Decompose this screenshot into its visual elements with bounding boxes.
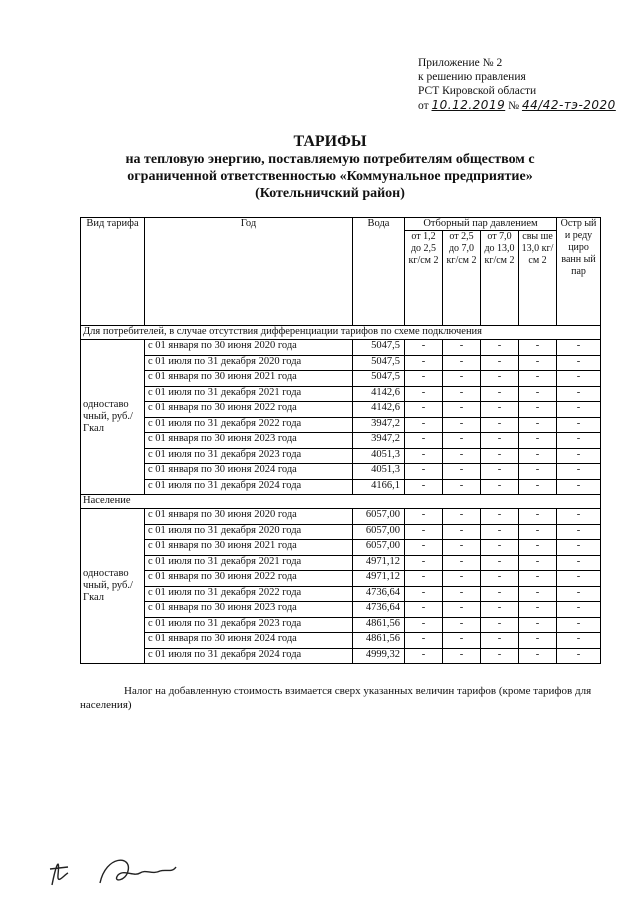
- steam-tariff-cell: -: [443, 386, 481, 402]
- steam-tariff-cell: -: [557, 524, 601, 540]
- steam-tariff-cell: -: [481, 417, 519, 433]
- table-row: [81, 540, 601, 556]
- steam-tariff-cell: -: [481, 433, 519, 449]
- header-reduced-steam: Остр ый и реду циро ванн ый пар: [557, 218, 601, 326]
- steam-tariff-cell: -: [481, 340, 519, 356]
- steam-tariff-cell: -: [519, 509, 557, 525]
- steam-tariff-cell: -: [443, 524, 481, 540]
- table-row: [81, 586, 601, 602]
- steam-tariff-cell: -: [405, 433, 443, 449]
- appendix-block: [418, 56, 616, 113]
- table-row: [81, 386, 601, 402]
- steam-tariff-cell: -: [443, 648, 481, 664]
- steam-tariff-cell: -: [443, 464, 481, 480]
- steam-tariff-cell: -: [443, 355, 481, 371]
- steam-tariff-cell: -: [481, 464, 519, 480]
- steam-tariff-cell: -: [519, 602, 557, 618]
- steam-tariff-cell: -: [519, 417, 557, 433]
- steam-tariff-cell: -: [519, 571, 557, 587]
- handwritten-signature-icon: [42, 845, 192, 895]
- period-cell: с 01 июля по 31 декабря 2022 года: [145, 586, 353, 602]
- appendix-from: от: [418, 100, 429, 112]
- section-title: Для потребителей, в случае отсутствия дифференциации тарифов по схеме подключения: [81, 326, 601, 340]
- period-cell: с 01 января по 30 июня 2023 года: [145, 433, 353, 449]
- steam-tariff-cell: -: [519, 371, 557, 387]
- steam-tariff-cell: -: [405, 371, 443, 387]
- appendix-date-line: [418, 98, 616, 113]
- table-row: [81, 479, 601, 495]
- steam-tariff-cell: -: [405, 571, 443, 587]
- steam-tariff-cell: -: [443, 555, 481, 571]
- table-row: [81, 509, 601, 525]
- steam-tariff-cell: -: [557, 464, 601, 480]
- period-cell: с 01 января по 30 июня 2021 года: [145, 540, 353, 556]
- water-tariff-cell: 4051,3: [353, 464, 405, 480]
- steam-tariff-cell: -: [519, 386, 557, 402]
- water-tariff-cell: 4861,56: [353, 617, 405, 633]
- tariff-kind: одноставо чный, руб./Гкал: [81, 509, 145, 664]
- period-cell: с 01 июля по 31 декабря 2024 года: [145, 479, 353, 495]
- water-tariff-cell: 4051,3: [353, 448, 405, 464]
- table-row: [81, 524, 601, 540]
- water-tariff-cell: 5047,5: [353, 371, 405, 387]
- steam-tariff-cell: -: [443, 509, 481, 525]
- steam-tariff-cell: -: [557, 402, 601, 418]
- water-tariff-cell: 3947,2: [353, 433, 405, 449]
- steam-tariff-cell: -: [557, 433, 601, 449]
- steam-tariff-cell: -: [557, 586, 601, 602]
- table-row: [81, 633, 601, 649]
- header-kind: Вид тарифа: [81, 218, 145, 326]
- steam-tariff-cell: -: [481, 648, 519, 664]
- steam-tariff-cell: -: [557, 540, 601, 556]
- steam-tariff-cell: -: [481, 571, 519, 587]
- steam-tariff-cell: -: [443, 617, 481, 633]
- steam-tariff-cell: -: [557, 617, 601, 633]
- water-tariff-cell: 6057,00: [353, 524, 405, 540]
- title-line2: ограниченной ответственностью «Коммунальное предприятие»: [127, 169, 533, 184]
- steam-tariff-cell: -: [519, 540, 557, 556]
- header-steam-1: от 1,2 до 2,5 кг/см 2: [405, 231, 443, 326]
- appendix-line3: РСТ Кировской области: [418, 85, 537, 97]
- steam-tariff-cell: -: [443, 540, 481, 556]
- table-row: [81, 340, 601, 356]
- table-row: [81, 355, 601, 371]
- period-cell: с 01 июля по 31 декабря 2023 года: [145, 448, 353, 464]
- steam-tariff-cell: -: [405, 355, 443, 371]
- table-row: [81, 648, 601, 664]
- steam-tariff-cell: -: [519, 448, 557, 464]
- steam-tariff-cell: -: [405, 509, 443, 525]
- tariff-kind: одноставо чный, руб./Гкал: [81, 340, 145, 495]
- steam-tariff-cell: -: [405, 540, 443, 556]
- steam-tariff-cell: -: [405, 633, 443, 649]
- table-row: [81, 433, 601, 449]
- steam-tariff-cell: -: [481, 448, 519, 464]
- steam-tariff-cell: -: [557, 571, 601, 587]
- steam-tariff-cell: -: [443, 602, 481, 618]
- period-cell: с 01 января по 30 июня 2022 года: [145, 571, 353, 587]
- header-steam: Отборный пар давлением: [405, 218, 557, 231]
- steam-tariff-cell: -: [405, 464, 443, 480]
- water-tariff-cell: 4142,6: [353, 402, 405, 418]
- steam-tariff-cell: -: [519, 648, 557, 664]
- header-year: Год: [145, 218, 353, 326]
- water-tariff-cell: 5047,5: [353, 340, 405, 356]
- table-row: [81, 417, 601, 433]
- steam-tariff-cell: -: [443, 633, 481, 649]
- steam-tariff-cell: -: [557, 355, 601, 371]
- steam-tariff-cell: -: [557, 340, 601, 356]
- period-cell: с 01 июля по 31 декабря 2020 года: [145, 524, 353, 540]
- water-tariff-cell: 3947,2: [353, 417, 405, 433]
- header-water: Вода: [353, 218, 405, 326]
- period-cell: с 01 января по 30 июня 2024 года: [145, 464, 353, 480]
- table-row: [81, 402, 601, 418]
- steam-tariff-cell: -: [557, 648, 601, 664]
- header-steam-4: свы ше 13,0 кг/см 2: [519, 231, 557, 326]
- steam-tariff-cell: -: [519, 433, 557, 449]
- steam-tariff-cell: -: [405, 448, 443, 464]
- steam-tariff-cell: -: [557, 448, 601, 464]
- title-line1: на тепловую энергию, поставляемую потребителям обществом с: [125, 152, 535, 167]
- steam-tariff-cell: -: [443, 371, 481, 387]
- steam-tariff-cell: -: [405, 417, 443, 433]
- tariff-table: [80, 217, 601, 664]
- steam-tariff-cell: -: [405, 586, 443, 602]
- steam-tariff-cell: -: [519, 555, 557, 571]
- steam-tariff-cell: -: [481, 602, 519, 618]
- steam-tariff-cell: -: [557, 386, 601, 402]
- steam-tariff-cell: -: [519, 464, 557, 480]
- period-cell: с 01 июля по 31 декабря 2021 года: [145, 386, 353, 402]
- period-cell: с 01 января по 30 июня 2020 года: [145, 509, 353, 525]
- period-cell: с 01 июля по 31 декабря 2021 года: [145, 555, 353, 571]
- steam-tariff-cell: -: [557, 479, 601, 495]
- document-title: [60, 133, 600, 202]
- header-steam-2: от 2,5 до 7,0 кг/см 2: [443, 231, 481, 326]
- appendix-line2: к решению правления: [418, 71, 526, 83]
- steam-tariff-cell: -: [481, 540, 519, 556]
- steam-tariff-cell: -: [481, 524, 519, 540]
- steam-tariff-cell: -: [519, 633, 557, 649]
- period-cell: с 01 июля по 31 декабря 2023 года: [145, 617, 353, 633]
- water-tariff-cell: 4142,6: [353, 386, 405, 402]
- water-tariff-cell: 4736,64: [353, 602, 405, 618]
- steam-tariff-cell: -: [519, 355, 557, 371]
- period-cell: с 01 января по 30 июня 2020 года: [145, 340, 353, 356]
- table-row: [81, 371, 601, 387]
- steam-tariff-cell: -: [443, 402, 481, 418]
- header-steam-3: от 7,0 до 13,0 кг/см 2: [481, 231, 519, 326]
- table-row: [81, 617, 601, 633]
- steam-tariff-cell: -: [443, 340, 481, 356]
- steam-tariff-cell: -: [557, 633, 601, 649]
- appendix-number: 44/42-тэ-2020: [521, 98, 616, 112]
- vat-note: Налог на добавленную стоимость взимается сверх указанных величин тарифов (кроме тарифов для населения): [80, 685, 592, 711]
- steam-tariff-cell: -: [557, 371, 601, 387]
- period-cell: с 01 января по 30 июня 2022 года: [145, 402, 353, 418]
- steam-tariff-cell: -: [519, 524, 557, 540]
- steam-tariff-cell: -: [443, 448, 481, 464]
- steam-tariff-cell: -: [481, 633, 519, 649]
- steam-tariff-cell: -: [443, 571, 481, 587]
- steam-tariff-cell: -: [481, 386, 519, 402]
- steam-tariff-cell: -: [481, 617, 519, 633]
- water-tariff-cell: 6057,00: [353, 509, 405, 525]
- steam-tariff-cell: -: [557, 602, 601, 618]
- steam-tariff-cell: -: [405, 524, 443, 540]
- table-row: [81, 571, 601, 587]
- water-tariff-cell: 4861,56: [353, 633, 405, 649]
- water-tariff-cell: 4971,12: [353, 555, 405, 571]
- water-tariff-cell: 4166,1: [353, 479, 405, 495]
- steam-tariff-cell: -: [405, 386, 443, 402]
- steam-tariff-cell: -: [405, 340, 443, 356]
- steam-tariff-cell: -: [519, 340, 557, 356]
- period-cell: с 01 июля по 31 декабря 2022 года: [145, 417, 353, 433]
- period-cell: с 01 июля по 31 декабря 2020 года: [145, 355, 353, 371]
- water-tariff-cell: 6057,00: [353, 540, 405, 556]
- table-row: [81, 448, 601, 464]
- water-tariff-cell: 4971,12: [353, 571, 405, 587]
- period-cell: с 01 января по 30 июня 2023 года: [145, 602, 353, 618]
- steam-tariff-cell: -: [405, 479, 443, 495]
- steam-tariff-cell: -: [443, 479, 481, 495]
- section-title: Население: [81, 495, 601, 509]
- steam-tariff-cell: -: [481, 555, 519, 571]
- steam-tariff-cell: -: [481, 479, 519, 495]
- steam-tariff-cell: -: [481, 371, 519, 387]
- steam-tariff-cell: -: [481, 509, 519, 525]
- steam-tariff-cell: -: [519, 479, 557, 495]
- table-row: [81, 602, 601, 618]
- steam-tariff-cell: -: [405, 555, 443, 571]
- water-tariff-cell: 4999,32: [353, 648, 405, 664]
- appendix-num-sign: №: [508, 100, 520, 112]
- appendix-date: 10.12.2019: [431, 98, 506, 112]
- steam-tariff-cell: -: [443, 586, 481, 602]
- steam-tariff-cell: -: [481, 402, 519, 418]
- steam-tariff-cell: -: [519, 586, 557, 602]
- steam-tariff-cell: -: [443, 417, 481, 433]
- steam-tariff-cell: -: [557, 417, 601, 433]
- steam-tariff-cell: -: [405, 648, 443, 664]
- title-line3: (Котельничский район): [255, 186, 405, 201]
- steam-tariff-cell: -: [557, 555, 601, 571]
- steam-tariff-cell: -: [519, 617, 557, 633]
- period-cell: с 01 января по 30 июня 2024 года: [145, 633, 353, 649]
- appendix-line1: Приложение № 2: [418, 57, 503, 69]
- steam-tariff-cell: -: [405, 617, 443, 633]
- steam-tariff-cell: -: [405, 602, 443, 618]
- table-row: [81, 464, 601, 480]
- period-cell: с 01 января по 30 июня 2021 года: [145, 371, 353, 387]
- water-tariff-cell: 4736,64: [353, 586, 405, 602]
- period-cell: с 01 июля по 31 декабря 2024 года: [145, 648, 353, 664]
- steam-tariff-cell: -: [405, 402, 443, 418]
- steam-tariff-cell: -: [443, 433, 481, 449]
- steam-tariff-cell: -: [481, 355, 519, 371]
- steam-tariff-cell: -: [557, 509, 601, 525]
- steam-tariff-cell: -: [519, 402, 557, 418]
- title-main: ТАРИФЫ: [293, 133, 367, 150]
- table-row: [81, 555, 601, 571]
- steam-tariff-cell: -: [481, 586, 519, 602]
- water-tariff-cell: 5047,5: [353, 355, 405, 371]
